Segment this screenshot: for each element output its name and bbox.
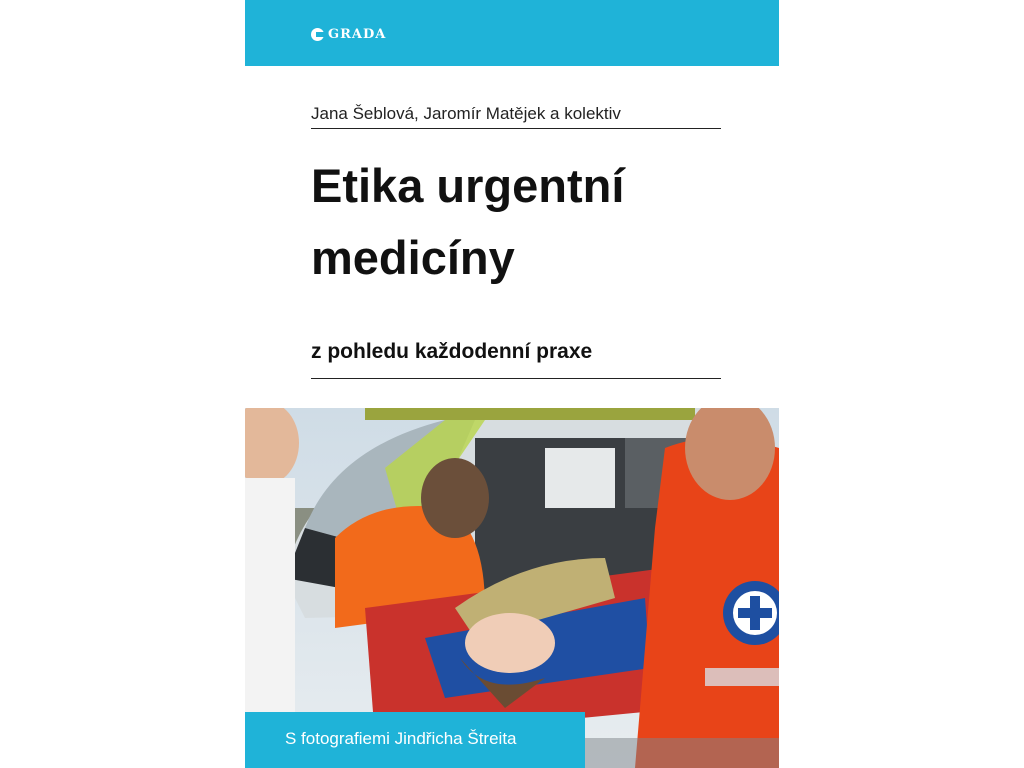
title-line-1: Etika urgentní: [311, 159, 625, 212]
book-subtitle: z pohledu každodenní praxe: [311, 340, 593, 363]
grada-logo-icon: [311, 28, 324, 41]
photo-credit-box: [245, 712, 585, 768]
publisher-logo-text: GRADA: [328, 27, 387, 42]
title-line-2: medicíny: [311, 231, 515, 284]
book-authors: Jana Šeblová, Jaromír Matějek a kolektiv: [311, 104, 621, 123]
divider-bottom: [311, 378, 721, 379]
book-cover: [245, 0, 779, 768]
divider-top: [311, 128, 721, 129]
publisher-bar: [245, 0, 779, 66]
publisher-logo: [311, 27, 386, 42]
book-title: [311, 150, 731, 294]
photo-credit-text: S fotografiemi Jindřicha Štreita: [285, 729, 517, 748]
